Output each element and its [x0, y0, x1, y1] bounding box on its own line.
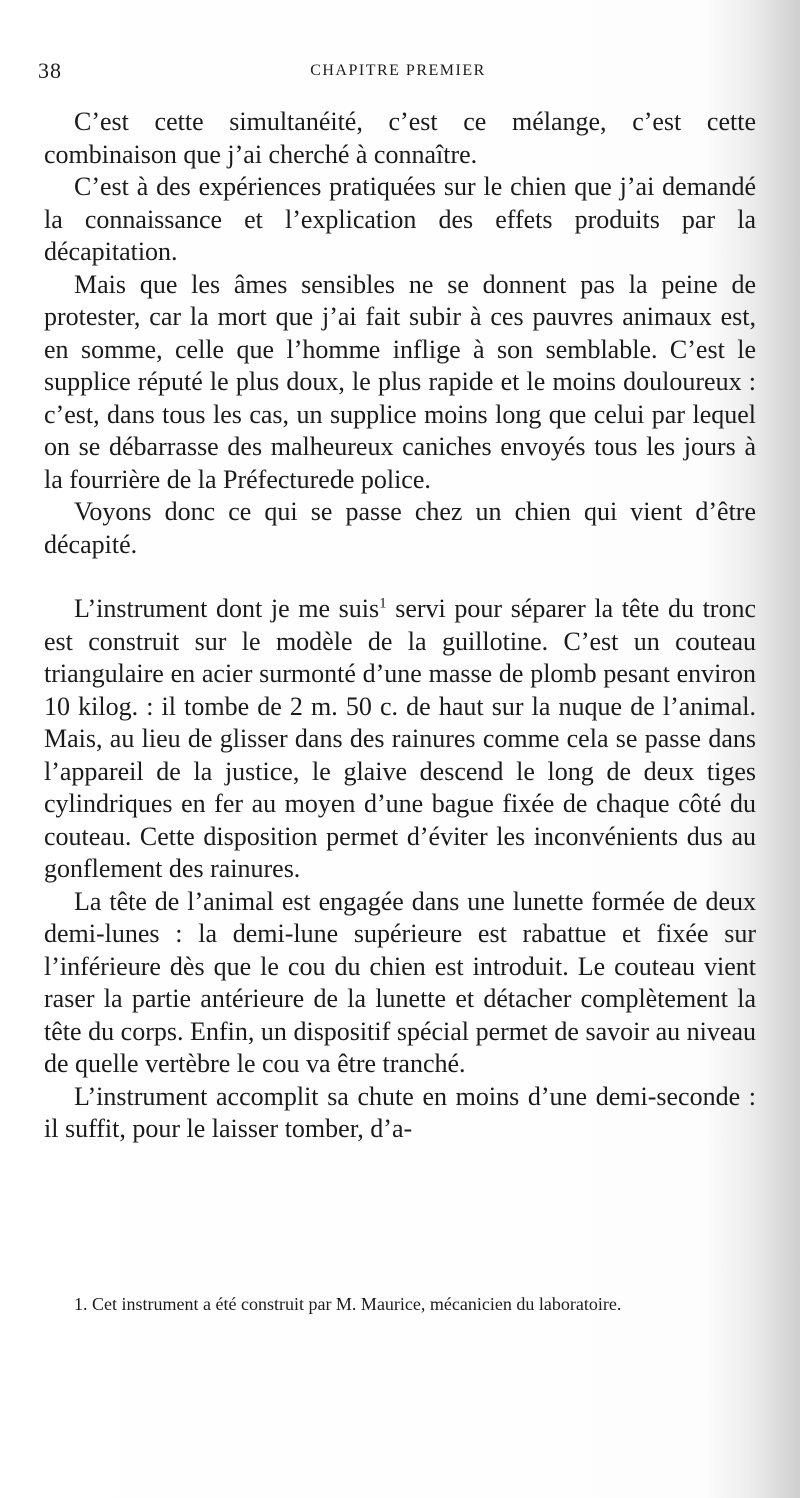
paragraph: C’est à des expériences pratiquées sur le chien que j’ai demandé la connaissance et l’explication des effets produits par la décapitation. [44, 172, 756, 266]
paragraph [44, 593, 756, 886]
paragraph: La tête de l’animal est engagée dans une lunette formée de deux demi-lunes : la demi-lune supérieure est rabattue et fixée sur l’inférieure dès que le cou du chien est introduit. Le couteau vient raser la partie antérieure de la lunette et détacher complètement la tête du corps. Enfin, un dispositif spécial permet de savoir au niveau de quelle vertèbre le cou va être tranché. [44, 886, 756, 1078]
page-number: 38 [38, 58, 62, 83]
paragraph-text-start: L’instrument dont je me suis [74, 594, 380, 623]
section-break [44, 561, 756, 593]
paragraph: Voyons donc ce qui se passe chez un chien qui vient d’être décapité. [44, 497, 756, 559]
paragraph: L’instrument accomplit sa chute en moins d’une demi-seconde : il suffit, pour le laisser tomber, d’a- [44, 1081, 756, 1143]
footnote: 1. Cet instrument a été construit par M. Maurice, mécanicien du laboratoire. [74, 1294, 622, 1314]
footnote-reference: 1 [379, 595, 387, 612]
body-text [44, 106, 756, 1146]
page-header [38, 58, 758, 88]
paragraph: C’est cette simultanéité, c’est ce mélange, c’est cette combinaison que j’ai cherché à connaître. [44, 107, 756, 169]
running-title: CHAPITRE PREMIER [310, 62, 486, 79]
paragraph-text-end: servi pour séparer la tête du tronc est construit sur le modèle de la guillotine. C’est un couteau triangulaire en acier surmonté d’une masse de plomb pesant environ 10 kilog. : il tombe de 2 m. 50 c. de haut sur la nuque de l’animal. Mais, au lieu de glisser dans des rainures comme cela se passe dans l’appareil de la justice, le glaive descend le long de deux tiges cylindriques en fer au moyen d’une bague fixée de chaque côté du couteau. Cette disposition permet d’éviter les inconvénients dus au gonflement des rainures. [44, 594, 756, 883]
paragraph: Mais que les âmes sensibles ne se donnent pas la peine de protester, car la mort que j’ai fait subir à ces pauvres animaux est, en somme, celle que l’homme inflige à son semblable. C’est le supplice réputé le plus doux, le plus rapide et le moins douloureux : c’est, dans tous les cas, un supplice moins long que celui par lequel on se débarrasse des malheureux caniches envoyés tous les jours à la fourrière de la Préfecturede police. [44, 269, 756, 494]
